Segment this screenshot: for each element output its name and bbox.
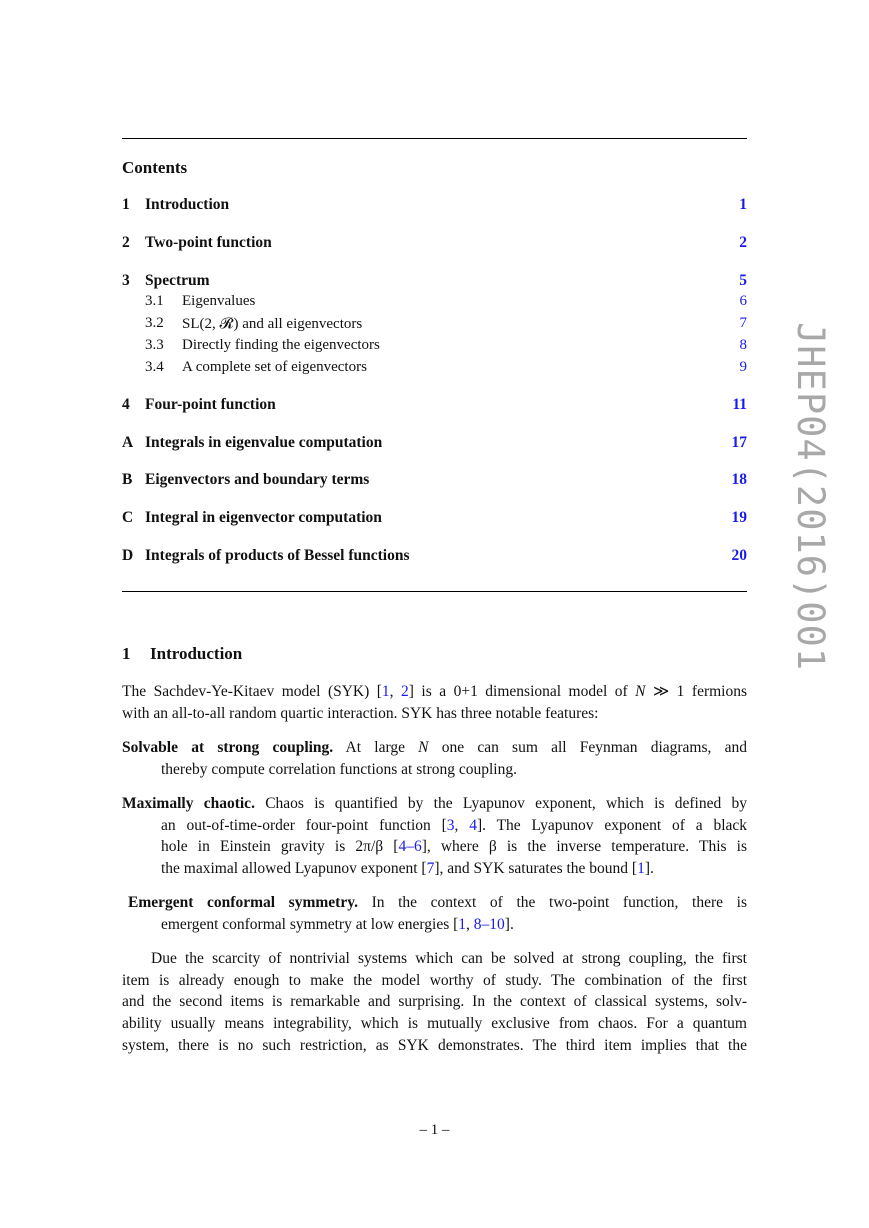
toc-entry-number: A: [122, 434, 134, 451]
toc-page-link[interactable]: 19: [731, 509, 747, 526]
section-title: Introduction: [150, 644, 243, 663]
feature-conformal: Emergent conformal symmetry. In the context of the two-point function, there is emergent conformal symmetry at low energies [1, 8–10].: [128, 894, 747, 933]
citation-link[interactable]: 1: [637, 860, 645, 878]
toc-entry-label: Four-point function: [145, 396, 276, 413]
toc-entry-label: Directly finding the eigenvectors: [182, 337, 380, 353]
toc-entry-number: D: [122, 547, 134, 564]
toc-entry-label: SL(2, 𝓡) and all eigenvectors: [182, 316, 363, 332]
toc-entry-label: Two-point function: [145, 234, 272, 251]
citation-link[interactable]: 4: [469, 816, 477, 834]
toc-bottom-rule: [122, 591, 747, 592]
toc-entry-label: Eigenvectors and boundary terms: [145, 471, 370, 488]
toc-page-link[interactable]: 5: [739, 272, 747, 289]
toc-entry-number: 3.2: [145, 315, 164, 331]
toc-entry-label: A complete set of eigenvectors: [182, 359, 367, 375]
toc-entry[interactable]: [122, 293, 747, 313]
citation-link[interactable]: 1: [458, 915, 467, 933]
citation-link[interactable]: 2: [401, 683, 409, 700]
journal-stamp: JHEP04(2016)001: [789, 322, 832, 672]
toc-entry[interactable]: [122, 509, 747, 529]
toc-entry-label: Spectrum: [145, 272, 210, 289]
top-rule: [122, 138, 747, 139]
feature-heading: Emergent conformal symmetry.: [128, 894, 358, 911]
toc-entry[interactable]: [122, 434, 747, 454]
toc-entry[interactable]: [122, 471, 747, 491]
toc-entry[interactable]: [122, 272, 747, 292]
citation-link[interactable]: 8–10: [473, 915, 505, 933]
toc-entry[interactable]: [122, 359, 747, 379]
toc-entry-number: 1: [122, 196, 130, 213]
page-number: – 1 –: [419, 1122, 450, 1138]
toc-page-link[interactable]: 7: [739, 315, 747, 331]
toc-page-link[interactable]: 11: [732, 396, 747, 413]
toc-entry-number: 3.4: [145, 359, 164, 375]
toc-page-link[interactable]: 8: [739, 337, 747, 353]
intro-paragraph: The Sachdev-Ye-Kitaev model (SYK) [1, 2] is a 0+1 dimensional model of N ≫ 1 fermions with an all-to-all random quartic interaction. SYK has three notable features:: [122, 683, 748, 722]
toc-page-link[interactable]: 20: [731, 547, 747, 564]
feature-chaotic: Maximally chaotic. Chaos is quantified by the Lyapunov exponent, which is defined by an out-of-time-order four-point function [3, 4]. The Lyapunov exponent of a black hole in Einstein gravity is 2π/β [4–6], where β is the inverse temperature. This is the maximal allowed Lyapunov exponent [7], and SYK saturates the bound [1].: [122, 795, 748, 878]
toc-page-link[interactable]: 17: [731, 434, 747, 451]
body-paragraph: Due the scarcity of nontrivial systems which can be solved at strong coupling, the first item is already enough to make the model worthy of study. The combination of the first and the second items is remarkable and surprising. In the context of classical systems, solv- ability usually means integrability, which is mutually exclusive from chaos. For a quantum system, there is no such restriction, as SYK demonstrates. The third item implies that the: [122, 950, 747, 1054]
toc-entry[interactable]: [122, 315, 747, 335]
toc-entry-number: 3: [122, 272, 130, 289]
toc-entry-number: 3.1: [145, 293, 164, 309]
toc-entry-number: 4: [122, 396, 130, 413]
toc-entry-number: C: [122, 509, 134, 526]
feature-solvable: Solvable at strong coupling. At large N one can sum all Feynman diagrams, and thereby compute correlation functions at strong coupling.: [122, 739, 747, 778]
toc-entry[interactable]: [122, 396, 747, 416]
toc-entry-number: 2: [122, 234, 130, 251]
toc-entry-label: Eigenvalues: [182, 293, 256, 309]
toc-entry[interactable]: [122, 196, 747, 216]
toc-entry-label: Introduction: [145, 196, 230, 213]
toc-entry[interactable]: [122, 337, 747, 357]
toc-title: Contents: [122, 158, 188, 177]
toc-page-link[interactable]: 9: [739, 359, 747, 375]
feature-heading: Solvable at strong coupling.: [122, 739, 334, 756]
toc-entry[interactable]: [122, 547, 747, 567]
feature-heading: Maximally chaotic.: [122, 795, 255, 812]
toc-entry[interactable]: [122, 234, 747, 254]
section-heading: [122, 644, 242, 664]
toc-page-link[interactable]: 6: [739, 293, 747, 309]
citation-link[interactable]: 3: [446, 816, 455, 834]
toc-entry-label: Integrals of products of Bessel functions: [145, 547, 410, 564]
toc-entry-number: B: [122, 471, 133, 488]
citation-link[interactable]: 4–6: [398, 838, 422, 856]
toc-entry-label: Integrals in eigenvalue computation: [145, 434, 383, 451]
toc-page-link[interactable]: 18: [731, 471, 747, 488]
citation-link[interactable]: 1: [381, 683, 390, 700]
citation-link[interactable]: 7: [426, 860, 435, 878]
toc-entry-label: Integral in eigenvector computation: [145, 509, 382, 526]
toc-page-link[interactable]: 1: [739, 196, 747, 213]
section-number: 1: [122, 644, 131, 663]
toc-page-link[interactable]: 2: [739, 234, 747, 251]
toc-entry-number: 3.3: [145, 337, 164, 353]
